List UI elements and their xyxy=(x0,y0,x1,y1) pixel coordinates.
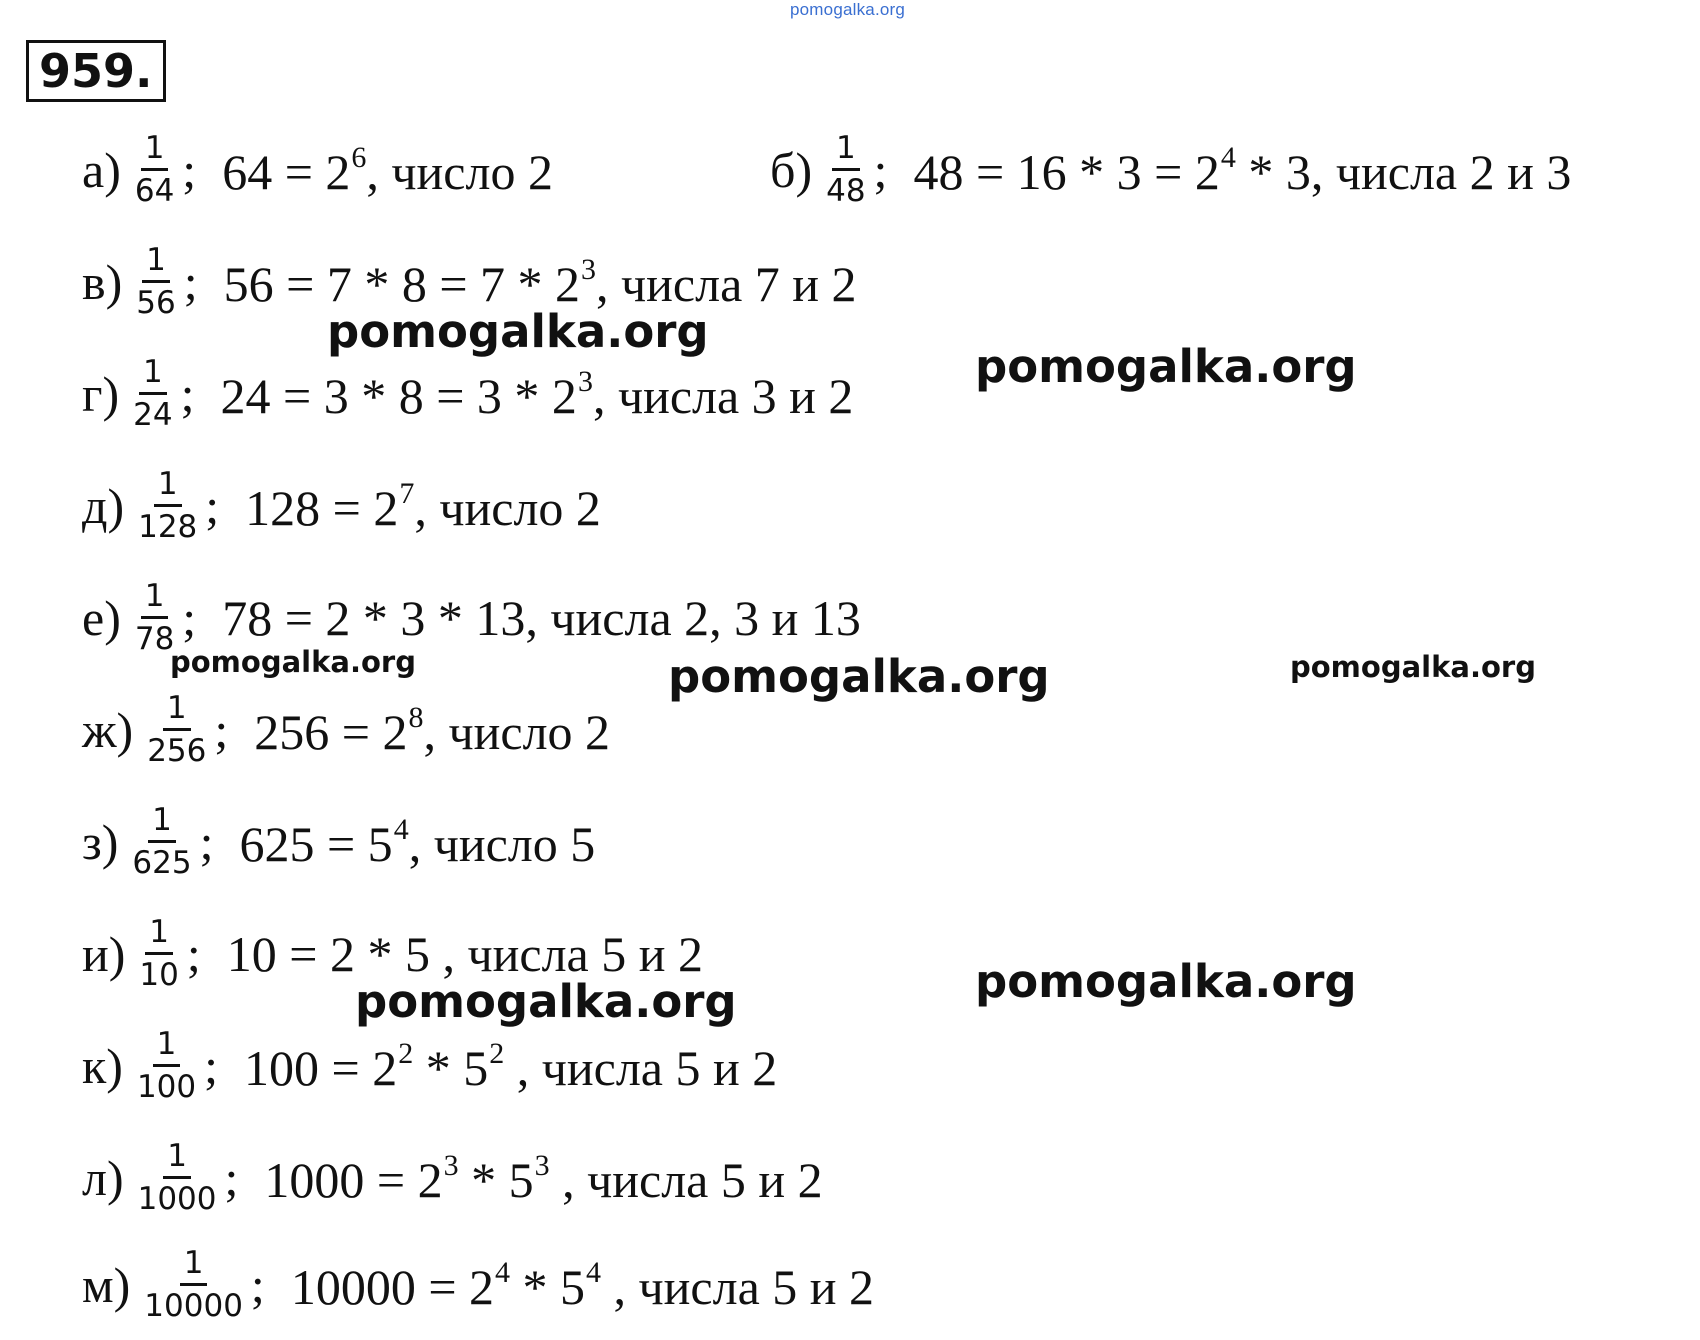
numerator: 1 xyxy=(163,1140,191,1179)
item-label: б) xyxy=(770,142,813,198)
expression: 128 = 2 xyxy=(245,480,399,536)
expression: 78 = 2 * 3 * 13, числа 2, 3 и 13 xyxy=(222,590,861,646)
denominator: 10000 xyxy=(144,1288,243,1324)
denominator: 24 xyxy=(133,397,173,433)
item-label: в) xyxy=(82,254,123,310)
item-g: г) $\frac{1}{24}$ ; $24 = 3 * 8 = 3 * 2^3$, числа 3 и 2 xyxy=(82,354,854,433)
expression-rest: , числа 5 и 2 xyxy=(549,1152,823,1208)
numerator: 1 xyxy=(141,580,169,619)
exponent: 4 xyxy=(495,1256,511,1289)
item-label: и) xyxy=(82,926,126,982)
exponent: 2 xyxy=(398,1037,414,1070)
exponent-2: 3 xyxy=(534,1149,550,1182)
expression-rest: , числа 5 и 2 xyxy=(601,1259,875,1315)
fraction xyxy=(140,1247,247,1322)
denominator: 625 xyxy=(132,845,192,881)
expression: 100 = 2 xyxy=(244,1040,398,1096)
fraction xyxy=(822,132,869,207)
expression-rest: , числа 3 и 2 xyxy=(592,368,854,424)
expression: 1000 = 2 xyxy=(264,1152,443,1208)
fraction xyxy=(143,692,210,767)
item-a: а) $\frac{1}{64}$ ; $64 = 2^6$, число 2 xyxy=(82,130,553,209)
expression: 56 = 7 * 8 = 7 * 2 xyxy=(223,256,581,312)
exponent: 3 xyxy=(577,365,593,398)
watermark: pomogalka.org xyxy=(355,975,737,1028)
exponent: 6 xyxy=(351,141,367,174)
item-label: ж) xyxy=(82,702,134,758)
denominator: 48 xyxy=(826,173,866,209)
expression-rest: * 3, числа 2 и 3 xyxy=(1235,144,1572,200)
item-e: е) $\frac{1}{78}$ ; 78 = 2 * 3 * 13, числа 2, 3 и 13 xyxy=(82,578,861,657)
expression-rest: , число 2 xyxy=(366,144,553,200)
numerator: 1 xyxy=(148,804,176,843)
expression-mid: * 5 xyxy=(458,1152,534,1208)
item-label: к) xyxy=(82,1038,123,1094)
exponent-2: 2 xyxy=(489,1037,505,1070)
item-label: л) xyxy=(82,1150,124,1206)
expression: 10 = 2 * 5 , числа 5 и 2 xyxy=(226,926,703,982)
expression-rest: , число 2 xyxy=(423,704,611,760)
fraction xyxy=(135,916,182,991)
denominator: 256 xyxy=(147,733,207,769)
numerator: 1 xyxy=(832,132,860,171)
exponent: 4 xyxy=(393,813,409,846)
denominator: 64 xyxy=(134,173,175,209)
item-l: л) $\frac{1}{1000}$ ; $1000 = 2^3 * 5^3$ , числа 5 и 2 xyxy=(82,1138,823,1217)
watermark: pomogalka.org xyxy=(668,650,1050,703)
item-v: в) $\frac{1}{56}$ ; $56 = 7 * 8 = 7 * 2^3$, числа 7 и 2 xyxy=(82,242,857,321)
expression: 10000 = 2 xyxy=(290,1259,495,1315)
item-zh: ж) $\frac{1}{256}$ ; $256 = 2^8$, число 2 xyxy=(82,690,611,769)
fraction xyxy=(134,1140,221,1215)
fraction xyxy=(131,132,178,207)
item-label: м) xyxy=(82,1257,131,1313)
numerator: 1 xyxy=(154,468,182,507)
task-number: 959. xyxy=(26,40,166,102)
fraction xyxy=(129,356,176,431)
item-label: з) xyxy=(82,814,119,870)
item-b: б) $\frac{1}{48}$ ; $48 = 16 * 3 = 2^4 * 3$, числа 2 и 3 xyxy=(770,130,1572,209)
expression-rest: , числа 5 и 2 xyxy=(504,1040,778,1096)
denominator: 78 xyxy=(134,621,175,657)
exponent: 3 xyxy=(581,253,597,286)
expression: 256 = 2 xyxy=(254,704,408,760)
numerator: 1 xyxy=(180,1247,208,1286)
expression: 48 = 16 * 3 = 2 xyxy=(913,144,1220,200)
item-label: е) xyxy=(82,590,121,646)
numerator: 1 xyxy=(163,692,191,731)
expression: 64 = 2 xyxy=(222,144,351,200)
watermark: pomogalka.org xyxy=(975,340,1357,393)
expression-mid: * 5 xyxy=(510,1259,586,1315)
denominator: 10 xyxy=(139,957,179,993)
expression-rest: , число 5 xyxy=(408,816,596,872)
exponent: 8 xyxy=(408,701,424,734)
numerator: 1 xyxy=(145,916,173,955)
fraction xyxy=(134,468,201,543)
item-label: д) xyxy=(82,478,125,534)
item-label: г) xyxy=(82,366,120,422)
denominator: 1000 xyxy=(137,1181,217,1217)
fraction xyxy=(128,804,195,879)
exponent-2: 4 xyxy=(586,1256,602,1289)
watermark: pomogalka.org xyxy=(1290,650,1536,684)
watermark: pomogalka.org xyxy=(327,305,709,358)
numerator: 1 xyxy=(153,1028,181,1067)
item-z: з) $\frac{1}{625}$ ; $625 = 5^4$, число 5 xyxy=(82,802,596,881)
expression-rest: , числа 7 и 2 xyxy=(596,256,857,312)
fraction xyxy=(133,1028,200,1103)
denominator: 128 xyxy=(138,509,198,545)
item-label: а) xyxy=(82,142,121,198)
expression-rest: , число 2 xyxy=(414,480,601,536)
expression-mid: * 5 xyxy=(413,1040,489,1096)
numerator: 1 xyxy=(141,132,169,171)
item-k: к) $\frac{1}{100}$ ; $100 = 2^2 * 5^2$ , числа 5 и 2 xyxy=(82,1026,778,1105)
exponent: 3 xyxy=(443,1149,459,1182)
numerator: 1 xyxy=(139,356,167,395)
watermark: pomogalka.org xyxy=(170,645,416,679)
top-watermark: pomogalka.org xyxy=(790,0,906,19)
fraction xyxy=(132,244,179,319)
item-m: м) $\frac{1}{10000}$ ; $10000 = 2^4 * 5^4$ , числа 5 и 2 xyxy=(82,1245,875,1324)
denominator: 56 xyxy=(136,285,176,321)
exponent: 4 xyxy=(1220,141,1236,174)
expression: 625 = 5 xyxy=(239,816,393,872)
numerator: 1 xyxy=(142,244,170,283)
watermark: pomogalka.org xyxy=(975,955,1357,1008)
item-i: и) $\frac{1}{10}$ ; 10 = 2 * 5 , числа 5 и 2 xyxy=(82,914,703,993)
denominator: 100 xyxy=(136,1069,197,1105)
item-d: д) $\frac{1}{128}$ ; $128 = 2^7$, число 2 xyxy=(82,466,601,545)
expression: 24 = 3 * 8 = 3 * 2 xyxy=(220,368,577,424)
exponent: 7 xyxy=(399,477,415,510)
